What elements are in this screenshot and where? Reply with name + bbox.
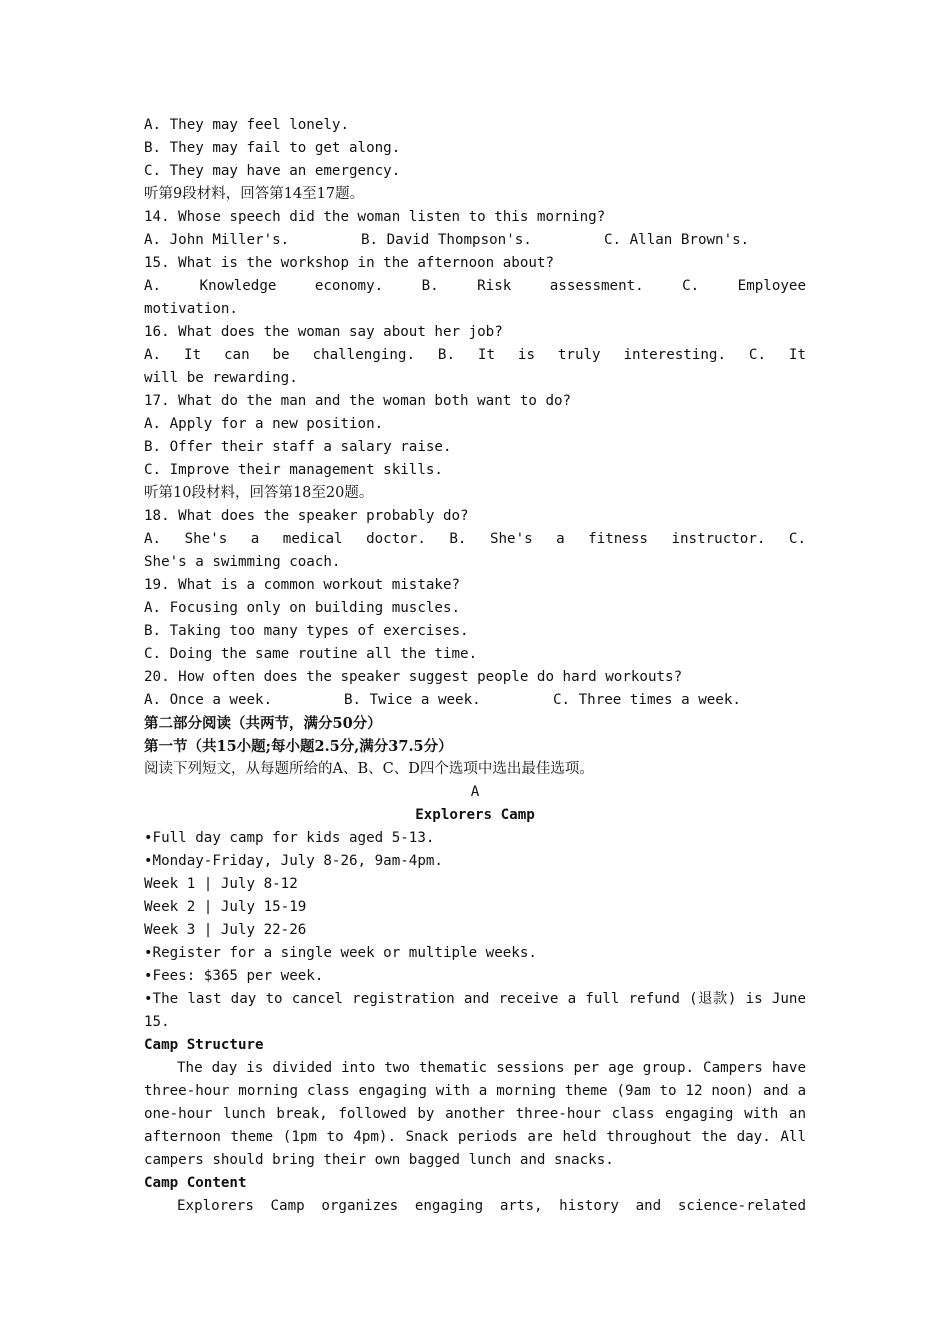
week-3: Week 3 | July 22-26 — [144, 922, 307, 938]
q18-question: 18. What does the speaker probably do? — [144, 508, 469, 524]
q15-options-line1: A. Knowledge economy. B. Risk assessment. C. Employee — [144, 278, 806, 294]
q20-option-b: B. Twice a week. — [344, 692, 481, 708]
q19-question: 19. What is a common workout mistake? — [144, 577, 461, 593]
section-9-instruction: 听第9段材料，回答第14至17题。 — [144, 186, 365, 202]
reading-part-title: 第二部分阅读（共两节，满分50分） — [144, 715, 382, 732]
q19-option-c: C. Doing the same routine all the time. — [144, 646, 478, 662]
q20-option-a: A. Once a week. — [144, 692, 273, 708]
q20-question: 20. How often does the speaker suggest people do hard workouts? — [144, 669, 683, 685]
week-1: Week 1 | July 8-12 — [144, 876, 298, 892]
passage-title: Explorers Camp — [415, 807, 535, 823]
q15-options-line2: motivation. — [144, 301, 238, 317]
reading-section-title: 第一节（共15小题;每小题2.5分,满分37.5分） — [144, 738, 453, 755]
q14-option-a: A. John Miller's. — [144, 232, 290, 248]
q19-option-b: B. Taking too many types of exercises. — [144, 623, 469, 639]
reading-instruction: 阅读下列短文，从每题所给的A、B、C、D四个选项中选出最佳选项。 — [144, 761, 594, 777]
exam-page — [144, 114, 806, 1218]
q16-question: 16. What does the woman say about her job? — [144, 324, 503, 340]
section-10-instruction: 听第10段材料，回答第18至20题。 — [144, 485, 374, 501]
structure-line-4: afternoon theme (1pm to 4pm). Snack periods are held throughout the day. All — [144, 1129, 806, 1145]
q14-options — [144, 229, 806, 252]
structure-line-3: one-hour lunch break, followed by another three-hour class engaging with an — [144, 1106, 806, 1122]
structure-line-1: The day is divided into two thematic sessions per age group. Campers have — [177, 1060, 806, 1076]
q14-option-b: B. David Thompson's. — [361, 232, 532, 248]
structure-line-2: three-hour morning class engaging with a morning theme (9am to 12 noon) and a — [144, 1083, 806, 1099]
camp-dates-bullet: •Monday-Friday, July 8-26, 9am-4pm. — [144, 853, 443, 869]
q14-question: 14. Whose speech did the woman listen to this morning? — [144, 209, 606, 225]
q14-option-c: C. Allan Brown's. — [604, 232, 750, 248]
q13-option-a: A. They may feel lonely. — [144, 117, 349, 133]
fees-bullet: •Fees: $365 per week. — [144, 968, 324, 984]
refund-line-2: 15. — [144, 1014, 170, 1030]
q16-options-line2: will be rewarding. — [144, 370, 298, 386]
q19-option-a: A. Focusing only on building muscles. — [144, 600, 461, 616]
q13-option-c: C. They may have an emergency. — [144, 163, 401, 179]
q15-question: 15. What is the workshop in the afternoon about? — [144, 255, 554, 271]
structure-line-5: campers should bring their own bagged lunch and snacks. — [144, 1152, 614, 1168]
q17-question: 17. What do the man and the woman both want to do? — [144, 393, 572, 409]
q17-option-a: A. Apply for a new position. — [144, 416, 384, 432]
q18-options-line1: A. She's a medical doctor. B. She's a fitness instructor. C. — [144, 531, 806, 547]
q20-options — [144, 689, 806, 712]
week-2: Week 2 | July 15-19 — [144, 899, 307, 915]
camp-age-bullet: •Full day camp for kids aged 5-13. — [144, 830, 435, 846]
q18-options-line2: She's a swimming coach. — [144, 554, 341, 570]
camp-content-heading: Camp Content — [144, 1175, 247, 1191]
refund-line-1: •The last day to cancel registration and receive a full refund (退款) is June — [144, 991, 806, 1007]
camp-structure-heading: Camp Structure — [144, 1037, 264, 1053]
q20-option-c: C. Three times a week. — [553, 692, 741, 708]
content-line-1: Explorers Camp organizes engaging arts, history and science-related — [177, 1198, 806, 1214]
q13-option-b: B. They may fail to get along. — [144, 140, 401, 156]
q17-option-b: B. Offer their staff a salary raise. — [144, 439, 452, 455]
q17-option-c: C. Improve their management skills. — [144, 462, 443, 478]
passage-letter: A — [470, 784, 480, 800]
q16-options-line1: A. It can be challenging. B. It is truly interesting. C. It — [144, 347, 806, 363]
register-bullet: •Register for a single week or multiple weeks. — [144, 945, 537, 961]
